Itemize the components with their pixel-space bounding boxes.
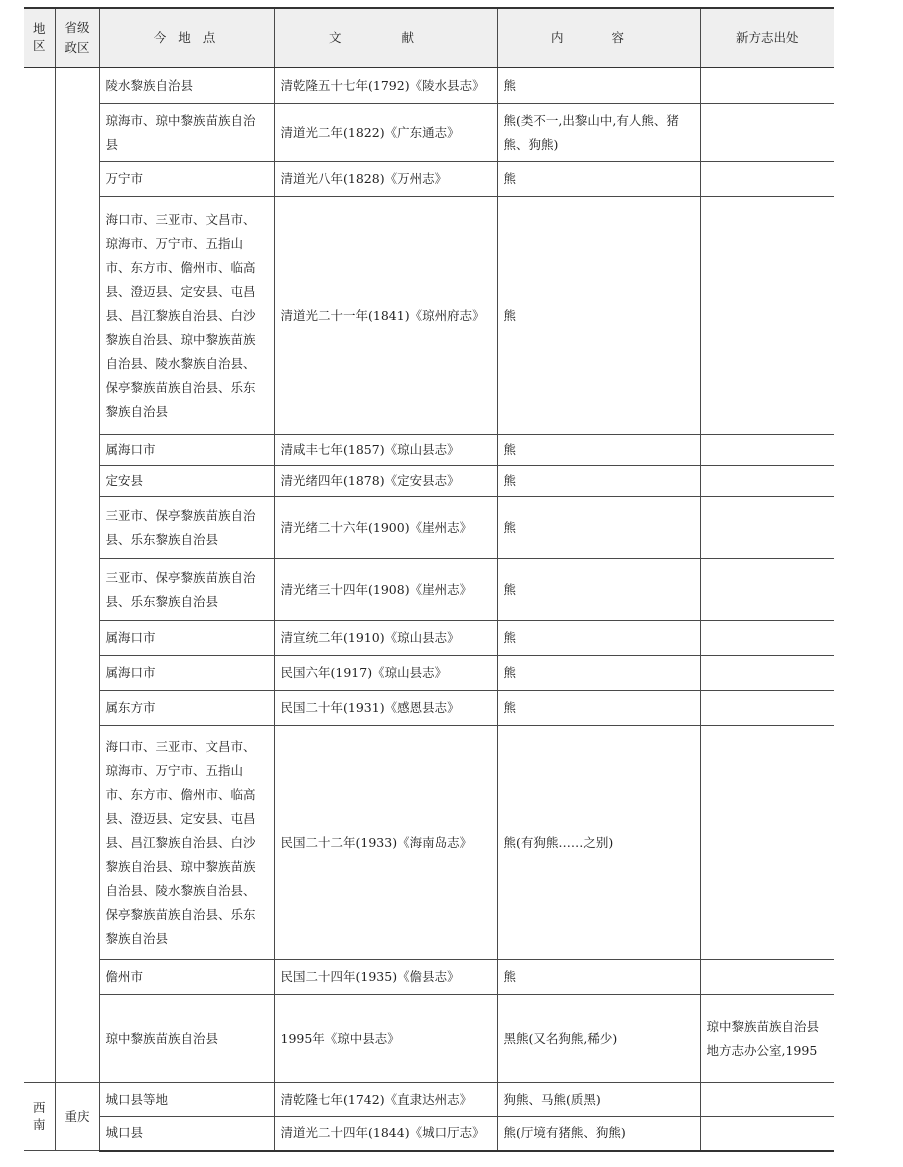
document-cell: 清乾隆七年(1742)《直隶达州志》 — [274, 1083, 497, 1117]
source-cell — [700, 162, 834, 197]
place-cell: 海口市、三亚市、文昌市、琼海市、万宁市、五指山市、东方市、儋州市、临高县、澄迈县、定安县、屯昌县、昌江黎族自治县、白沙黎族自治县、琼中黎族苗族自治县、陵水黎族自治县、保亭黎族苗族自治县、乐东黎族自治县 — [99, 197, 274, 435]
source-cell — [700, 68, 834, 104]
document-cell: 清光绪四年(1878)《定安县志》 — [274, 466, 497, 497]
place-cell: 城口县等地 — [99, 1083, 274, 1117]
source-cell — [700, 691, 834, 726]
region-cell-group1 — [24, 68, 55, 1083]
document-cell: 民国二十年(1931)《感恩县志》 — [274, 691, 497, 726]
place-cell: 城口县 — [99, 1117, 274, 1151]
source-cell — [700, 621, 834, 656]
place-cell: 三亚市、保亭黎族苗族自治县、乐东黎族自治县 — [99, 559, 274, 621]
header-content: 内 容 — [497, 8, 700, 68]
content-cell: 熊 — [497, 656, 700, 691]
place-cell: 万宁市 — [99, 162, 274, 197]
content-cell: 熊 — [497, 691, 700, 726]
content-cell: 熊 — [497, 960, 700, 995]
table-row — [24, 1117, 834, 1151]
table-row — [24, 621, 834, 656]
place-cell: 海口市、三亚市、文昌市、琼海市、万宁市、五指山市、东方市、儋州市、临高县、澄迈县、定安县、屯昌县、昌江黎族自治县、白沙黎族自治县、琼中黎族苗族自治县、陵水黎族自治县、保亭黎族苗族自治县、乐东黎族自治县 — [99, 726, 274, 960]
place-cell: 属海口市 — [99, 621, 274, 656]
content-cell: 熊 — [497, 435, 700, 466]
place-cell: 定安县 — [99, 466, 274, 497]
document-cell: 清道光八年(1828)《万州志》 — [274, 162, 497, 197]
place-cell: 琼海市、琼中黎族苗族自治县 — [99, 104, 274, 162]
table-row — [24, 104, 834, 162]
province-cell-chongqing: 重庆 — [55, 1083, 99, 1151]
document-cell: 民国二十四年(1935)《儋县志》 — [274, 960, 497, 995]
place-cell: 陵水黎族自治县 — [99, 68, 274, 104]
source-cell — [700, 497, 834, 559]
table-row — [24, 435, 834, 466]
table-row — [24, 559, 834, 621]
content-cell: 熊(厅境有猪熊、狗熊) — [497, 1117, 700, 1151]
content-cell: 熊 — [497, 621, 700, 656]
table-row — [24, 497, 834, 559]
place-cell: 琼中黎族苗族自治县 — [99, 995, 274, 1083]
place-cell: 儋州市 — [99, 960, 274, 995]
table-row — [24, 197, 834, 435]
content-cell: 熊 — [497, 559, 700, 621]
region-cell-southwest: 西南 — [24, 1083, 55, 1151]
place-cell: 属东方市 — [99, 691, 274, 726]
content-cell: 熊 — [497, 197, 700, 435]
document-cell: 清乾隆五十七年(1792)《陵水县志》 — [274, 68, 497, 104]
table-row — [24, 162, 834, 197]
table-row — [24, 960, 834, 995]
source-cell — [700, 466, 834, 497]
document-cell: 清咸丰七年(1857)《琼山县志》 — [274, 435, 497, 466]
table-header-row — [24, 8, 834, 68]
place-cell: 属海口市 — [99, 656, 274, 691]
province-cell-group1 — [55, 68, 99, 1083]
table-row — [24, 691, 834, 726]
place-cell: 三亚市、保亭黎族苗族自治县、乐东黎族自治县 — [99, 497, 274, 559]
header-place: 今 地 点 — [99, 8, 274, 68]
header-document: 文 献 — [274, 8, 497, 68]
content-cell: 熊 — [497, 68, 700, 104]
document-cell: 清光绪三十四年(1908)《崖州志》 — [274, 559, 497, 621]
document-cell: 民国二十二年(1933)《海南岛志》 — [274, 726, 497, 960]
source-cell — [700, 726, 834, 960]
table-row — [24, 466, 834, 497]
document-cell: 民国六年(1917)《琼山县志》 — [274, 656, 497, 691]
content-cell: 黑熊(又名狗熊,稀少) — [497, 995, 700, 1083]
table-row — [24, 995, 834, 1083]
table-row — [24, 68, 834, 104]
content-cell: 熊 — [497, 497, 700, 559]
place-cell: 属海口市 — [99, 435, 274, 466]
source-cell — [700, 1083, 834, 1117]
table-row — [24, 726, 834, 960]
header-region: 地区 — [24, 8, 55, 68]
table-row — [24, 1083, 834, 1117]
source-cell — [700, 1117, 834, 1151]
source-cell — [700, 435, 834, 466]
source-cell: 琼中黎族苗族自治县地方志办公室,1995 — [700, 995, 834, 1083]
content-cell: 熊(有狗熊……之别) — [497, 726, 700, 960]
content-cell: 熊 — [497, 466, 700, 497]
table-row — [24, 656, 834, 691]
source-cell — [700, 197, 834, 435]
source-cell — [700, 656, 834, 691]
content-cell: 狗熊、马熊(质黑) — [497, 1083, 700, 1117]
source-cell — [700, 104, 834, 162]
document-cell: 清道光二年(1822)《广东通志》 — [274, 104, 497, 162]
document-cell: 清宣统二年(1910)《琼山县志》 — [274, 621, 497, 656]
source-cell — [700, 960, 834, 995]
document-cell: 清道光二十四年(1844)《城口厅志》 — [274, 1117, 497, 1151]
document-cell: 清道光二十一年(1841)《琼州府志》 — [274, 197, 497, 435]
records-table — [24, 7, 834, 1152]
content-cell: 熊(类不一,出黎山中,有人熊、猪熊、狗熊) — [497, 104, 700, 162]
document-cell: 清光绪二十六年(1900)《崖州志》 — [274, 497, 497, 559]
document-cell: 1995年《琼中县志》 — [274, 995, 497, 1083]
header-province: 省级政区 — [55, 8, 99, 68]
content-cell: 熊 — [497, 162, 700, 197]
header-source: 新方志出处 — [700, 8, 834, 68]
source-cell — [700, 559, 834, 621]
